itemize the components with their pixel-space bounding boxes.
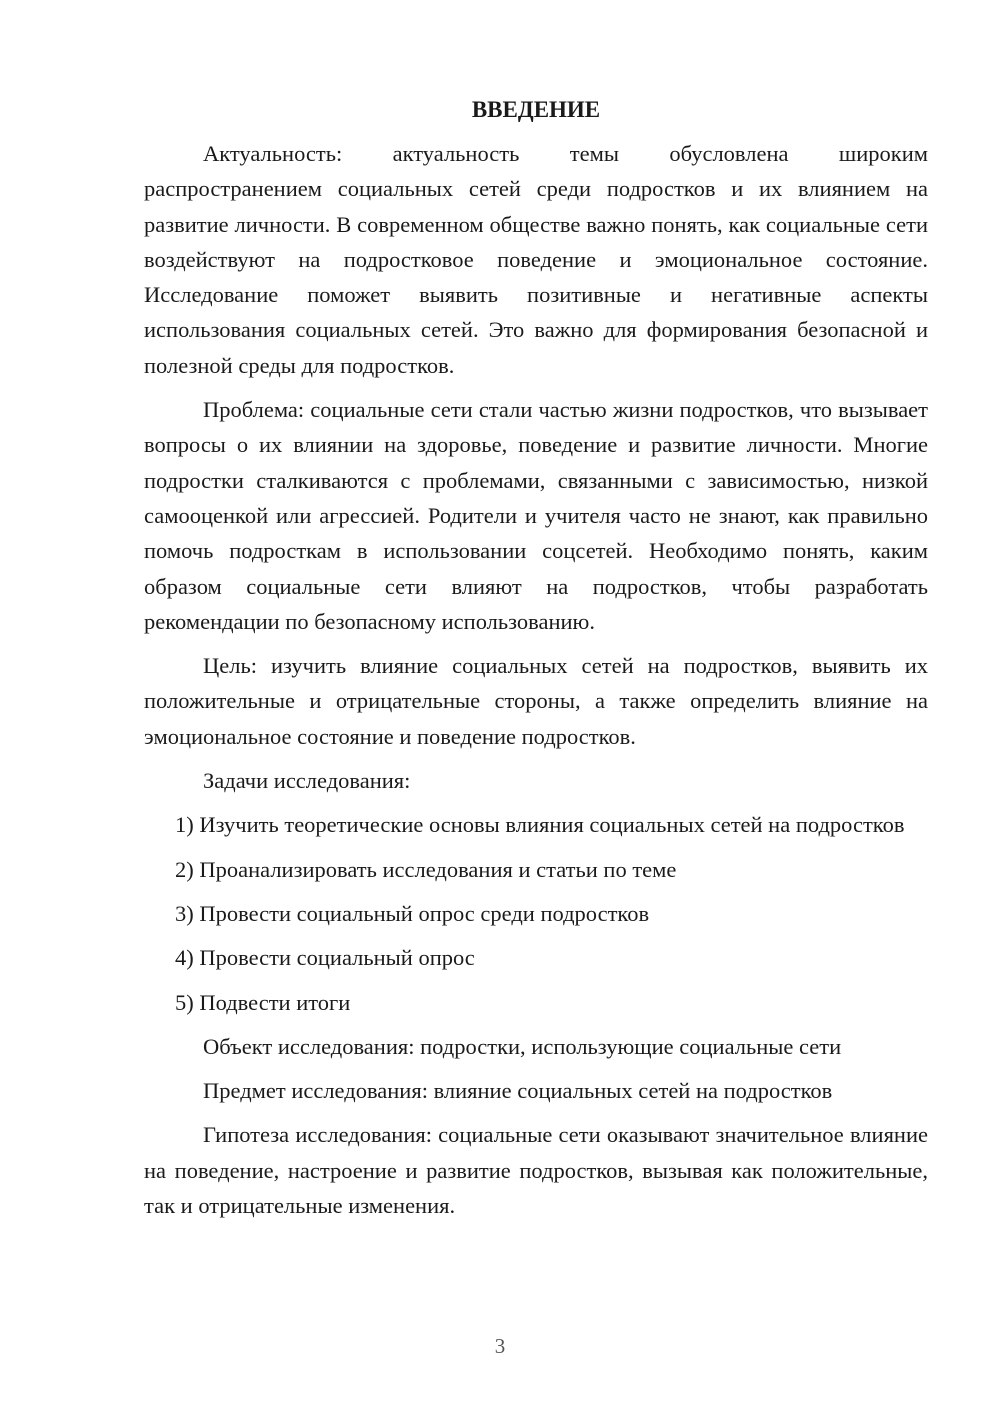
problem-paragraph: Проблема: социальные сети стали частью жизни подростков, что вызывает вопросы о их влиянии на здоровье, поведение и развитие личности. Многие подростки сталкиваются с проблемами, связанными с зависимостью, низкой самооценкой или агрессией. Родители и учителя часто не знают, как правильно помочь подросткам в использовании соцсетей. Необходимо понять, каким образом социальные сети влияют на подростков, чтобы разработать рекомендации по безопасному использованию. (144, 397, 928, 634)
task-item-5: 5) Подвести итоги (175, 989, 351, 1015)
goal-paragraph: Цель: изучить влияние социальных сетей на подростков, выявить их положительные и отрицательные стороны, а также определить влияние на эмоциональное состояние и поведение подростков. (144, 653, 928, 749)
relevance-paragraph: Актуальность: актуальность темы обусловлена широким распространением социальных сетей среди подростков и их влиянием на развитие личности. В современном обществе важно понять, как социальные сети воздействуют на подростковое поведение и эмоциональное состояние. Исследование поможет выявить позитивные и негативные аспекты использования социальных сетей. Это важно для формирования безопасной и полезной среды для подростков. (144, 141, 928, 378)
task-item-2: 2) Проанализировать исследования и статьи по теме (175, 856, 677, 882)
tasks-heading: Задачи исследования: (203, 768, 411, 794)
task-item-4: 4) Провести социальный опрос (175, 945, 475, 971)
research-object: Объект исследования: подростки, использующие социальные сети (203, 1033, 842, 1059)
page-title: ВВЕДЕНИЕ (471, 97, 601, 122)
research-hypothesis: Гипотеза исследования: социальные сети оказывают значительное влияние на поведение, настроение и развитие подростков, вызывая как положительные, так и отрицательные изменения. (144, 1122, 928, 1219)
task-item-1: 1) Изучить теоретические основы влияния социальных сетей на подростков (175, 812, 905, 838)
document-page (144, 96, 928, 1232)
research-subject: Предмет исследования: влияние социальных сетей на подростков (203, 1078, 833, 1104)
page-number: 3 (494, 1334, 506, 1358)
task-item-3: 3) Провести социальный опрос среди подростков (175, 900, 650, 926)
